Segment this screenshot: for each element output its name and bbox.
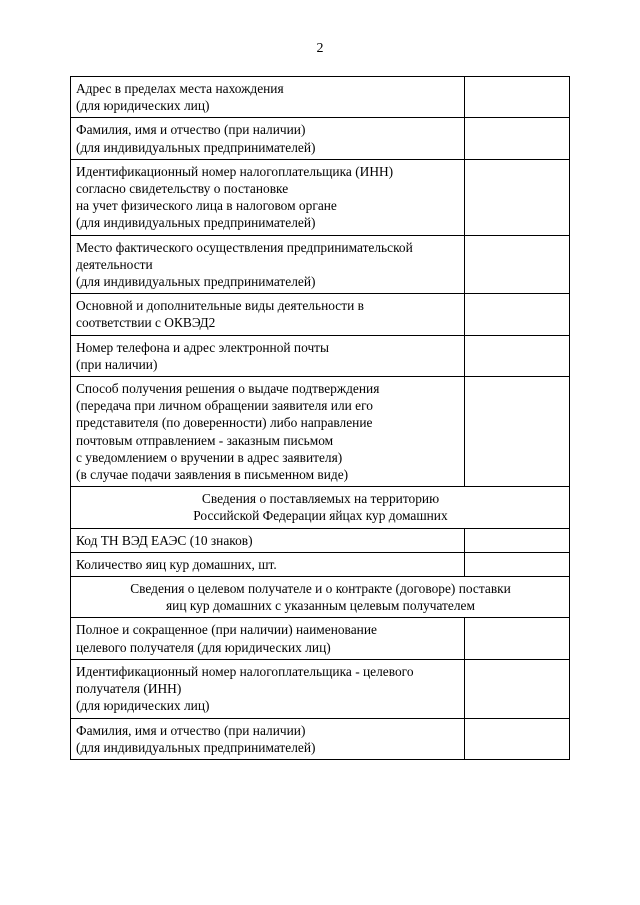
field-value-cell[interactable] [465,335,570,376]
section-header-row [71,577,570,618]
field-value-cell[interactable] [465,659,570,718]
field-label: Место фактического осуществления предпринимательской деятельности (для индивидуальных предпринимателей) [71,235,465,294]
field-label: Способ получения решения о выдаче подтверждения (передача при личном обращении заявителя или его представителя (по доверенности) либо направление почтовым отправлением - заказным письмом с уведомлением о вручении в адрес заявителя) (в случае подачи заявления в письменном виде) [71,377,465,487]
table-row [71,77,570,118]
field-value-cell[interactable] [465,235,570,294]
table-row [71,377,570,487]
page-number: 2 [316,41,324,56]
table-row [71,659,570,718]
field-value-cell[interactable] [465,159,570,235]
field-label: Идентификационный номер налогоплательщика (ИНН) согласно свидетельству о постановке на учет физического лица в налоговом органе (для индивидуальных предпринимателей) [71,159,465,235]
field-label: Адрес в пределах места нахождения (для юридических лиц) [71,77,465,118]
field-value-cell[interactable] [465,377,570,487]
field-label: Номер телефона и адрес электронной почты (при наличии) [71,335,465,376]
application-form-table [70,76,570,760]
table-row [71,552,570,576]
table-row [71,118,570,159]
field-label: Основной и дополнительные виды деятельности в соответствии с ОКВЭД2 [71,294,465,335]
field-label: Фамилия, имя и отчество (при наличии) (для индивидуальных предпринимателей) [71,718,465,759]
table-row [71,159,570,235]
field-label: Количество яиц кур домашних, шт. [71,552,465,576]
field-label: Полное и сокращенное (при наличии) наименование целевого получателя (для юридических лиц) [71,618,465,659]
field-label: Фамилия, имя и отчество (при наличии) (для индивидуальных предпринимателей) [71,118,465,159]
table-row [71,235,570,294]
field-label: Идентификационный номер налогоплательщика - целевого получателя (ИНН) (для юридических лиц) [71,659,465,718]
field-value-cell[interactable] [465,77,570,118]
field-label: Код ТН ВЭД ЕАЭС (10 знаков) [71,528,465,552]
table-row [71,618,570,659]
field-value-cell[interactable] [465,718,570,759]
section-header-row [71,487,570,528]
section-header: Сведения о целевом получателе и о контракте (договоре) поставки яиц кур домашних с указанным целевым получателем [71,577,570,618]
table-row [71,294,570,335]
section-header: Сведения о поставляемых на территорию Российской Федерации яйцах кур домашних [71,487,570,528]
field-value-cell[interactable] [465,552,570,576]
field-value-cell[interactable] [465,528,570,552]
field-value-cell[interactable] [465,294,570,335]
table-row [71,528,570,552]
table-row [71,335,570,376]
table-row [71,718,570,759]
field-value-cell[interactable] [465,618,570,659]
field-value-cell[interactable] [465,118,570,159]
